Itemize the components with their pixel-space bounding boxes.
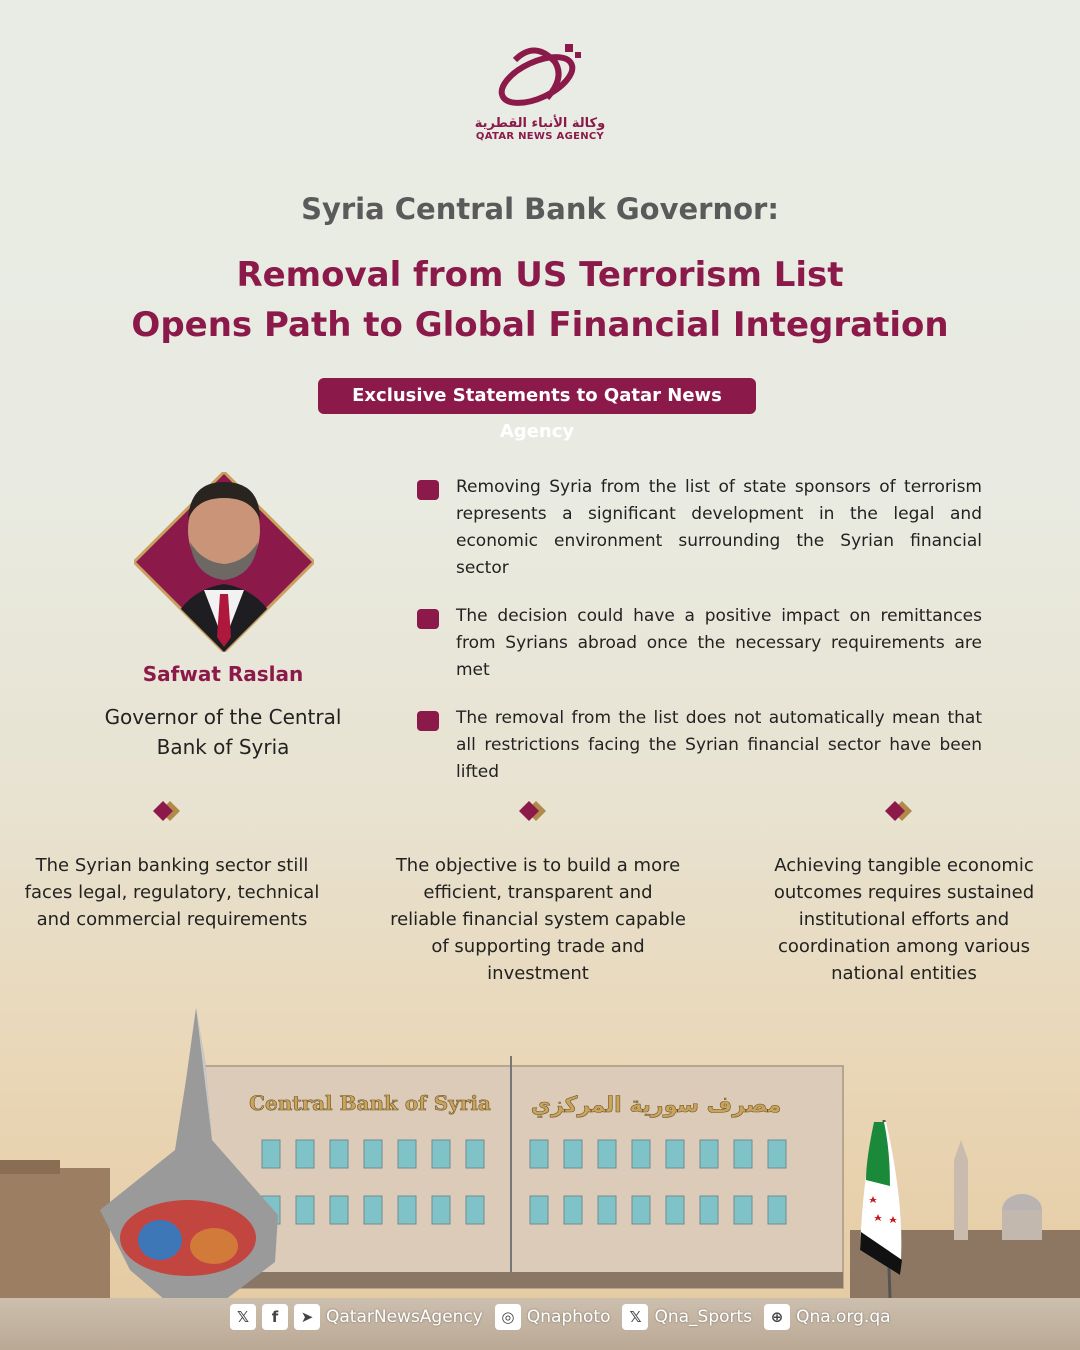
diamond-marker-icon xyxy=(884,800,924,822)
logo-arabic-text: وكالة الأنباء القطرية xyxy=(474,116,606,131)
x-icon[interactable]: 𝕏 xyxy=(230,1304,256,1330)
building-sign-arabic: مصرف سورية المركزي xyxy=(530,1093,782,1118)
exclusive-badge: Exclusive Statements to Qatar News Agency xyxy=(318,378,756,414)
key-point-text: Removing Syria from the list of state sponsors of terrorism represents a significant development in the legal and economic environment surrounding the Syrian financial sector xyxy=(456,477,982,578)
telegram-icon[interactable]: ➤ xyxy=(294,1304,320,1330)
social-handle-photo[interactable]: Qnaphoto xyxy=(526,1307,611,1327)
instagram-icon[interactable]: ◎ xyxy=(495,1304,521,1330)
subtitle: Syria Central Bank Governor: xyxy=(301,192,779,226)
headline-line-2: Opens Path to Global Financial Integration xyxy=(131,305,949,345)
governor-portrait xyxy=(134,472,314,652)
website-link[interactable]: Qna.org.qa xyxy=(796,1307,891,1327)
diamond-marker-icon xyxy=(152,800,192,822)
diamond-marker-icon xyxy=(518,800,558,822)
key-points-list xyxy=(416,474,982,807)
bullet-square-icon xyxy=(417,480,439,500)
column-3 xyxy=(754,800,1054,987)
person-title xyxy=(90,702,356,762)
person-title-line-1: Governor of the Central xyxy=(104,705,342,729)
qna-logo-icon xyxy=(495,40,585,112)
column-1 xyxy=(22,800,322,933)
headline-line-1: Removal from US Terrorism List xyxy=(236,255,844,295)
social-links xyxy=(230,1302,897,1332)
column-text: The Syrian banking sector still faces legal, regulatory, technical and commercial requirements xyxy=(24,855,320,930)
social-handle-main[interactable]: QatarNewsAgency xyxy=(326,1307,483,1327)
key-point xyxy=(416,705,982,786)
building-sign-english: Central Bank of Syria xyxy=(249,1091,491,1115)
key-point xyxy=(416,474,982,582)
key-point xyxy=(416,603,982,684)
bullet-square-icon xyxy=(417,711,439,731)
x-icon[interactable]: 𝕏 xyxy=(622,1304,648,1330)
central-bank-building-illustration xyxy=(0,1000,1080,1300)
headline xyxy=(0,250,1080,350)
logo-english-text: QATAR NEWS AGENCY xyxy=(475,131,605,142)
qna-logo xyxy=(0,40,1080,142)
globe-icon[interactable]: ⊕ xyxy=(764,1304,790,1330)
facebook-icon[interactable]: f xyxy=(262,1304,288,1330)
column-text: The objective is to build a more efficient, transparent and reliable financial system capable of supporting trade and investment xyxy=(390,855,686,984)
column-2 xyxy=(388,800,688,987)
person-title-line-2: Bank of Syria xyxy=(156,735,290,759)
bullet-square-icon xyxy=(417,609,439,629)
social-handle-sports[interactable]: Qna_Sports xyxy=(654,1307,753,1327)
column-text: Achieving tangible economic outcomes requires sustained institutional efforts and coordination among various national entities xyxy=(773,855,1035,984)
person-name: Safwat Raslan xyxy=(142,662,304,686)
key-point-text: The removal from the list does not automatically mean that all restrictions facing the Syrian financial sector have been lifted xyxy=(456,708,982,782)
key-point-text: The decision could have a positive impact on remittances from Syrians abroad once the necessary requirements are met xyxy=(456,606,982,680)
